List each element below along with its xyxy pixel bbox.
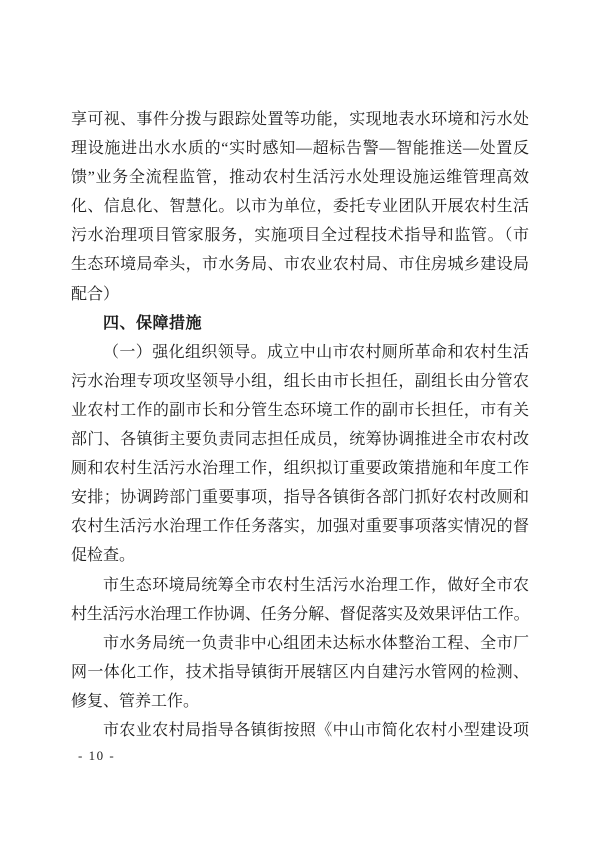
- text-line: 污水治理项目管家服务，实施项目全过程技术指导和监管。（市: [71, 227, 529, 245]
- paragraph: [71, 105, 529, 309]
- paragraph: [71, 716, 529, 745]
- text-line-responsible-departments: 生态环境局牵头，市水务局、市农业农村局、市住房城乡建设局: [71, 256, 529, 274]
- text-line: 农村生活污水治理工作任务落实，加强对重要事项落实情况的督: [71, 518, 529, 536]
- text-line: 部门、各镇街主要负责同志担任成员，统筹协调推进全市农村改: [71, 431, 529, 449]
- document-body: [71, 105, 529, 745]
- text-line: 污水治理专项攻坚领导小组，组长由市长担任，副组长由分管农: [71, 372, 529, 390]
- text-line: 馈”业务全流程监管，推动农村生活污水处理设施运维管理高效: [71, 169, 529, 187]
- text-line: 促检查。: [71, 547, 136, 565]
- text-line: 享可视、事件分拨与跟踪处置等功能，实现地表水环境和污水处: [71, 111, 529, 128]
- paragraph: [71, 571, 529, 629]
- text-line: 安排；协调跨部门重要事项，指导各镇街各部门抓好农村改厕和: [71, 489, 529, 507]
- text-line: 市生态环境局统筹全市农村生活污水治理工作，做好全市农: [103, 576, 529, 594]
- text-line: 修复、管养工作。: [71, 692, 200, 710]
- text-line: 市农业农村局指导各镇街按照《中山市简化农村小型建设项: [103, 721, 529, 739]
- text-line: 理设施进出水水质的“实时感知—超标告警—智能推送—处置反: [71, 140, 529, 158]
- text-line: 村生活污水治理工作协调、任务分解、督促落实及效果评估工作。: [71, 605, 529, 623]
- paragraph: [71, 629, 529, 716]
- text-line: 市水务局统一负责非中心组团未达标水体整治工程、全市厂: [103, 634, 529, 652]
- text-line: 化、信息化、智慧化。以市为单位，委托专业团队开展农村生活: [71, 198, 529, 216]
- page-number: - 10 -: [78, 748, 116, 763]
- text-line: 网一体化工作，技术指导镇街开展辖区内自建污水管网的检测、: [71, 663, 529, 681]
- text-line: 厕和农村生活污水治理工作，组织拟订重要政策措施和年度工作: [71, 460, 529, 478]
- paragraph: [71, 338, 529, 571]
- text-line-subheading: （一）强化组织领导。成立中山市农村厕所革命和农村生活: [103, 343, 529, 361]
- text-line: 业农村工作的副市长和分管生态环境工作的副市长担任，市有关: [71, 401, 529, 419]
- section-heading: 四、保障措施: [103, 314, 203, 332]
- text-line-responsible-departments: 配合）: [71, 285, 120, 303]
